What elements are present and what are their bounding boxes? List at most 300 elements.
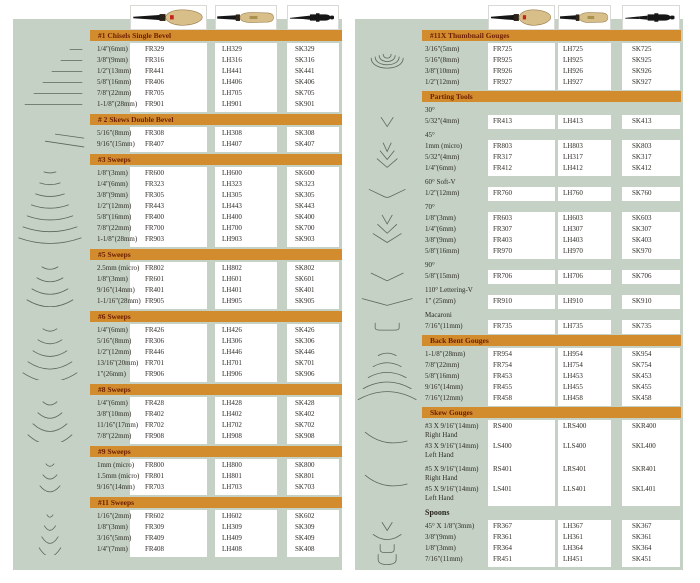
size-label: 1/2"(12mm) xyxy=(97,202,132,210)
size-label: 7/8"(22mm) xyxy=(97,89,132,97)
rows-block xyxy=(422,271,681,282)
column-gap xyxy=(611,66,622,77)
sk-code: SK600 xyxy=(295,169,315,177)
column-gap xyxy=(277,460,287,471)
profile-sketch-v-90 xyxy=(355,271,422,282)
lh-code: LH701 xyxy=(222,359,242,367)
column-gap xyxy=(277,544,287,555)
column-gap xyxy=(611,422,622,440)
catalog-row xyxy=(90,139,342,150)
catalog-row xyxy=(90,533,342,544)
fr-code: FR906 xyxy=(145,370,165,378)
column-gap xyxy=(207,201,215,212)
subgroup-label: 70° xyxy=(425,203,435,211)
size-label: 11/16"(17mm) xyxy=(97,421,139,429)
fr-code: FR451 xyxy=(493,555,513,563)
lh-code: LH401 xyxy=(222,286,242,294)
column-gap xyxy=(277,398,287,409)
lh-code: LH602 xyxy=(222,512,242,520)
size-label: 1/4"(6mm) xyxy=(97,399,128,407)
column-gap xyxy=(611,360,622,371)
rows-block xyxy=(422,213,681,257)
column-gap xyxy=(611,224,622,235)
lh-code: LH905 xyxy=(222,297,242,305)
lh-code: LH735 xyxy=(563,322,583,330)
size-label: 5/8"(16mm) xyxy=(97,213,132,221)
column-gap xyxy=(611,532,622,543)
column-gap xyxy=(277,179,287,190)
catalog-row xyxy=(422,246,681,257)
lh-code: LH367 xyxy=(563,522,583,530)
size-label: 1.5mm (micro) xyxy=(97,472,140,480)
fr-code: FR441 xyxy=(145,67,165,75)
column-gap xyxy=(277,431,287,442)
section-header-bar: #1 Chisels Single Bevel xyxy=(90,30,342,41)
sk-code: SK927 xyxy=(632,78,652,86)
column-gap xyxy=(611,213,622,224)
lh-code: LH760 xyxy=(563,189,583,197)
sk-code: SK453 xyxy=(632,372,652,380)
catalog-row xyxy=(422,393,681,404)
column-gap xyxy=(277,234,287,245)
column-gap xyxy=(207,212,215,223)
tool-group xyxy=(90,325,342,380)
profile-sketch-sweep-9 xyxy=(13,460,90,493)
size-label: 9/16"(14mm) xyxy=(97,286,135,294)
column-gap xyxy=(611,393,622,404)
column-gap xyxy=(207,44,215,55)
column-gap xyxy=(277,409,287,420)
size-label: 5/32"(4mm) xyxy=(425,117,460,125)
sk-code: SK901 xyxy=(295,100,315,108)
fr-code: FR735 xyxy=(493,322,513,330)
column-gap xyxy=(277,347,287,358)
lh-code: LH426 xyxy=(222,326,242,334)
fr-code: FR760 xyxy=(493,189,513,197)
size-label: 2.5mm (micro) xyxy=(97,264,140,272)
fr-code: FR702 xyxy=(145,421,165,429)
fr-code: FR910 xyxy=(493,297,513,305)
column-gap xyxy=(277,471,287,482)
sk-code: SK307 xyxy=(632,225,652,233)
sk-code: SK412 xyxy=(632,164,652,172)
lh-code: LH970 xyxy=(563,247,583,255)
column-gap xyxy=(277,285,287,296)
column-gap xyxy=(277,358,287,369)
catalog-row xyxy=(90,66,342,77)
fr-code: FR361 xyxy=(493,533,513,541)
fr-code: FR802 xyxy=(145,264,165,272)
lh-code: LRS401 xyxy=(563,465,587,473)
fr-code: FR602 xyxy=(145,512,165,520)
palm-handle-tool-icon xyxy=(488,5,555,30)
column-gap xyxy=(611,235,622,246)
column-gap xyxy=(207,99,215,110)
catalog-panel-left xyxy=(13,19,342,570)
catalog-row xyxy=(90,99,342,110)
lh-code: LLS400 xyxy=(563,442,586,450)
size-label: 7/8"(22mm) xyxy=(97,224,132,232)
size-label: 5/32"(4mm) xyxy=(425,153,460,161)
size-label: 3/8"(9mm) xyxy=(425,533,456,541)
rows-block xyxy=(90,168,342,245)
lh-code: LH601 xyxy=(222,275,242,283)
column-gap xyxy=(277,522,287,533)
rows-block xyxy=(422,296,681,307)
catalog-row xyxy=(422,213,681,224)
column-gap xyxy=(207,285,215,296)
sk-code: SK735 xyxy=(632,322,652,330)
lh-code: LH802 xyxy=(222,264,242,272)
subgroup-label: Macaroni xyxy=(425,311,452,319)
lh-code: LH323 xyxy=(222,180,242,188)
sk-code: SK413 xyxy=(632,117,652,125)
column-gap xyxy=(611,116,622,127)
column-gap xyxy=(611,246,622,257)
sk-code: SK760 xyxy=(632,189,652,197)
lh-code: LH754 xyxy=(563,361,583,369)
sk-code: SK317 xyxy=(632,153,652,161)
fr-code: FR400 xyxy=(145,213,165,221)
size-label: 1/16"(2mm) xyxy=(97,512,132,520)
size-label-line2: Right Hand xyxy=(425,431,458,439)
sk-code: SK308 xyxy=(295,129,315,137)
lh-code: LH305 xyxy=(222,191,242,199)
catalog-row xyxy=(90,482,342,493)
rows-block xyxy=(422,421,681,461)
sk-code: SKL400 xyxy=(632,442,656,450)
lh-code: LH446 xyxy=(222,348,242,356)
lh-code: LH443 xyxy=(222,202,242,210)
profile-sketch-spoon-glyphs xyxy=(355,521,422,565)
fr-code: FR443 xyxy=(145,202,165,210)
sk-code: SK426 xyxy=(295,326,315,334)
long-handle-tool-icon xyxy=(215,5,277,30)
size-label: 1/8"(3mm) xyxy=(425,544,456,552)
fr-code: FR706 xyxy=(493,272,513,280)
fr-code: FR903 xyxy=(145,235,165,243)
lh-code: LH403 xyxy=(563,236,583,244)
catalog-row xyxy=(90,77,342,88)
catalog-row xyxy=(422,163,681,174)
profile-sketch-backbent-arcs xyxy=(355,349,422,404)
catalog-row xyxy=(90,201,342,212)
column-gap xyxy=(207,66,215,77)
catalog-row xyxy=(90,522,342,533)
fr-code: FR426 xyxy=(145,326,165,334)
lh-code: LH408 xyxy=(222,545,242,553)
lh-code: LH329 xyxy=(222,45,242,53)
column-gap xyxy=(277,66,287,77)
lh-code: LH910 xyxy=(563,297,583,305)
tool-group xyxy=(422,105,681,127)
fr-code: FR801 xyxy=(145,472,165,480)
fr-code: FR367 xyxy=(493,522,513,530)
lh-code: LH409 xyxy=(222,534,242,542)
column-gap xyxy=(277,223,287,234)
size-label: 1/8"(3mm) xyxy=(97,275,128,283)
sk-code: SK601 xyxy=(295,275,315,283)
size-label: 5/16"(8mm) xyxy=(97,129,132,137)
lh-code: LH364 xyxy=(563,544,583,552)
subgroup-label: 110° Lettering-V xyxy=(425,286,473,294)
size-label: 1" (25mm) xyxy=(425,297,456,305)
fr-code: FR703 xyxy=(145,483,165,491)
section-6-sweeps xyxy=(90,311,342,380)
size-label: 1/8"(3mm) xyxy=(97,523,128,531)
catalog-row xyxy=(90,88,342,99)
column-gap xyxy=(611,141,622,152)
profile-sketch-skew-curve xyxy=(355,421,422,461)
catalog-panel-right-inner xyxy=(355,19,683,565)
section-header-bar: #11X Thumbnail Gouges xyxy=(422,30,681,41)
fr-code: FR926 xyxy=(493,67,513,75)
column-gap xyxy=(277,88,287,99)
size-label: 3/8"(10mm) xyxy=(97,410,132,418)
sk-code: SK309 xyxy=(295,523,315,531)
column-gap xyxy=(277,420,287,431)
catalog-row xyxy=(90,168,342,179)
fr-code: FR306 xyxy=(145,337,165,345)
catalog-row xyxy=(90,234,342,245)
sk-code: SK801 xyxy=(295,472,315,480)
size-label-line1: #5 X 9/16"(14mm) xyxy=(425,465,479,473)
sk-code: SK458 xyxy=(632,394,652,402)
catalog-row xyxy=(422,321,681,332)
tool-group xyxy=(422,202,681,257)
catalog-row xyxy=(422,77,681,88)
sk-code: SK602 xyxy=(295,512,315,520)
subgroup-label: 30° xyxy=(425,106,435,114)
size-label: 1/4"(6mm) xyxy=(425,225,456,233)
tool-group xyxy=(90,128,342,150)
sk-code: SK803 xyxy=(632,142,652,150)
column-gap xyxy=(611,554,622,565)
size-label: 9/16"(14mm) xyxy=(425,383,463,391)
profile-sketch-sweep-11 xyxy=(13,511,90,555)
sk-code: SK802 xyxy=(295,264,315,272)
section-2-skews-double-bevel xyxy=(90,114,342,150)
fr-code: FR800 xyxy=(145,461,165,469)
column-gap xyxy=(277,511,287,522)
lh-code: LLS401 xyxy=(563,485,586,493)
column-gap xyxy=(277,296,287,307)
sk-code: SK329 xyxy=(295,45,315,53)
catalog-row xyxy=(90,544,342,555)
profile-sketch-thumbnail-u xyxy=(355,44,422,88)
rows-block xyxy=(422,521,681,565)
size-label: 9/16"(15mm) xyxy=(97,140,135,148)
tool-group xyxy=(422,310,681,332)
sk-code: SK603 xyxy=(632,214,652,222)
column-gap xyxy=(277,274,287,285)
column-gap xyxy=(207,347,215,358)
section-header-bar: Back Bent Gouges xyxy=(422,335,681,346)
subgroup-label: 60° Soft-V xyxy=(425,178,456,186)
size-label: 5/8"(16mm) xyxy=(425,372,460,380)
column-gap xyxy=(207,336,215,347)
lh-code: LH703 xyxy=(222,483,242,491)
column-gap xyxy=(207,409,215,420)
section-header-bar: # 2 Skews Double Bevel xyxy=(90,114,342,125)
profile-sketch-skew-lines xyxy=(13,128,90,150)
subgroup-label: 90° xyxy=(425,261,435,269)
size-label: 1/4"(6mm) xyxy=(97,180,128,188)
size-label: 1mm (micro) xyxy=(425,142,463,150)
lh-code: LH906 xyxy=(222,370,242,378)
size-label: 1/8"(3mm) xyxy=(97,169,128,177)
fr-code: FR329 xyxy=(145,45,165,53)
tool-group xyxy=(422,349,681,404)
size-label: 7/8"(22mm) xyxy=(425,361,460,369)
column-gap xyxy=(207,398,215,409)
profile-sketch-v-70 xyxy=(355,213,422,257)
catalog-row xyxy=(90,471,342,482)
section-header-bar: #6 Sweeps xyxy=(90,311,342,322)
lh-code: LH361 xyxy=(563,533,583,541)
rows-block xyxy=(422,116,681,127)
size-label: 1"(26mm) xyxy=(97,370,126,378)
size-label: 7/8"(22mm) xyxy=(97,432,132,440)
lh-code: LH954 xyxy=(563,350,583,358)
fr-code: FR402 xyxy=(145,410,165,418)
catalog-row xyxy=(90,274,342,285)
lh-code: LH725 xyxy=(563,45,583,53)
fr-code: FR725 xyxy=(493,45,513,53)
column-gap xyxy=(277,482,287,493)
catalog-row xyxy=(90,223,342,234)
catalog-row xyxy=(422,141,681,152)
catalog-row xyxy=(90,511,342,522)
size-label: 5/8"(16mm) xyxy=(97,78,132,86)
section-header-bar: #8 Sweeps xyxy=(90,384,342,395)
section-spoons xyxy=(422,507,681,565)
column-gap xyxy=(207,77,215,88)
lh-code: LH453 xyxy=(563,372,583,380)
fr-code: FR701 xyxy=(145,359,165,367)
section-11x-thumbnail-gouges xyxy=(422,30,681,88)
catalog-row xyxy=(422,188,681,199)
catalog-row xyxy=(422,484,681,504)
section-parting-tools xyxy=(422,91,681,332)
lh-code: LH908 xyxy=(222,432,242,440)
size-label xyxy=(422,422,488,440)
sk-code: SK403 xyxy=(632,236,652,244)
sk-code: SK441 xyxy=(295,67,315,75)
catalog-row xyxy=(90,358,342,369)
tool-group xyxy=(90,168,342,245)
lh-code: LH316 xyxy=(222,56,242,64)
section-1-chisels-single-bevel xyxy=(90,30,342,110)
sk-code: SK306 xyxy=(295,337,315,345)
tool-group xyxy=(422,130,681,174)
lh-code: LH705 xyxy=(222,89,242,97)
lh-code: LH428 xyxy=(222,399,242,407)
lh-code: LH800 xyxy=(222,461,242,469)
section-header-bar: #3 Sweeps xyxy=(90,154,342,165)
size-label-line2: Left Hand xyxy=(425,494,454,502)
fr-code: FR428 xyxy=(145,399,165,407)
size-label-line1: #3 X 9/16"(14mm) xyxy=(425,422,479,430)
catalog-row xyxy=(90,296,342,307)
size-label: 1/4"(6mm) xyxy=(97,45,128,53)
fr-code: FR925 xyxy=(493,56,513,64)
rows-block xyxy=(422,321,681,332)
column-gap xyxy=(277,139,287,150)
sk-code: SK323 xyxy=(295,180,315,188)
column-gap xyxy=(611,55,622,66)
catalog-row xyxy=(90,128,342,139)
section-skew-gouges xyxy=(422,407,681,504)
lh-code: LH402 xyxy=(222,410,242,418)
sk-code: SK305 xyxy=(295,191,315,199)
sk-code: SK408 xyxy=(295,545,315,553)
catalog-row xyxy=(422,152,681,163)
catalog-row xyxy=(90,347,342,358)
profile-sketch-chisel-lines xyxy=(13,44,90,110)
lh-code: LH927 xyxy=(563,78,583,86)
fr-code: FR323 xyxy=(145,180,165,188)
column-gap xyxy=(277,44,287,55)
lh-code: LH700 xyxy=(222,224,242,232)
size-label: 45° X 1/8"(3mm) xyxy=(425,522,475,530)
column-gap xyxy=(207,325,215,336)
lh-code: LH600 xyxy=(222,169,242,177)
size-label: 1/2"(12mm) xyxy=(425,78,460,86)
sk-code: SK700 xyxy=(295,224,315,232)
section-header-bar: Skew Gouges xyxy=(422,407,681,418)
fr-code: FR305 xyxy=(145,191,165,199)
column-gap xyxy=(207,511,215,522)
profile-sketch-sweep-5 xyxy=(13,263,90,307)
size-label: 3/8"(9mm) xyxy=(425,236,456,244)
sk-code: SK428 xyxy=(295,399,315,407)
size-label-line2: Right Hand xyxy=(425,474,458,482)
lh-code: LH309 xyxy=(222,523,242,531)
fr-code: FR403 xyxy=(493,236,513,244)
lh-code: LH407 xyxy=(222,140,242,148)
lh-code: LH413 xyxy=(563,117,583,125)
column-gap xyxy=(611,382,622,393)
fr-code: FR603 xyxy=(493,214,513,222)
lh-code: LH702 xyxy=(222,421,242,429)
lh-code: LH441 xyxy=(222,67,242,75)
column-gap xyxy=(611,296,622,307)
catalog-row xyxy=(422,349,681,360)
tool-group xyxy=(422,285,681,307)
fr-code: FR412 xyxy=(493,164,513,172)
catalog-row xyxy=(90,44,342,55)
catalog-row xyxy=(422,371,681,382)
fr-code: FR905 xyxy=(145,297,165,305)
size-label: 1/4"(7mm) xyxy=(97,545,128,553)
catalog-row xyxy=(422,235,681,246)
lh-code: LRS400 xyxy=(563,422,587,430)
subgroup-label: 45° xyxy=(425,131,435,139)
sk-code: SK906 xyxy=(295,370,315,378)
tool-group xyxy=(422,521,681,565)
size-label xyxy=(422,465,488,483)
fr-code: FR309 xyxy=(145,523,165,531)
fr-code: FR458 xyxy=(493,394,513,402)
rows-block xyxy=(422,464,681,504)
catalog-row xyxy=(422,532,681,543)
fr-code: RS401 xyxy=(493,465,513,473)
tool-group xyxy=(422,44,681,88)
size-label: 9/16"(14mm) xyxy=(97,483,135,491)
column-gap xyxy=(277,212,287,223)
sk-code: SK400 xyxy=(295,213,315,221)
